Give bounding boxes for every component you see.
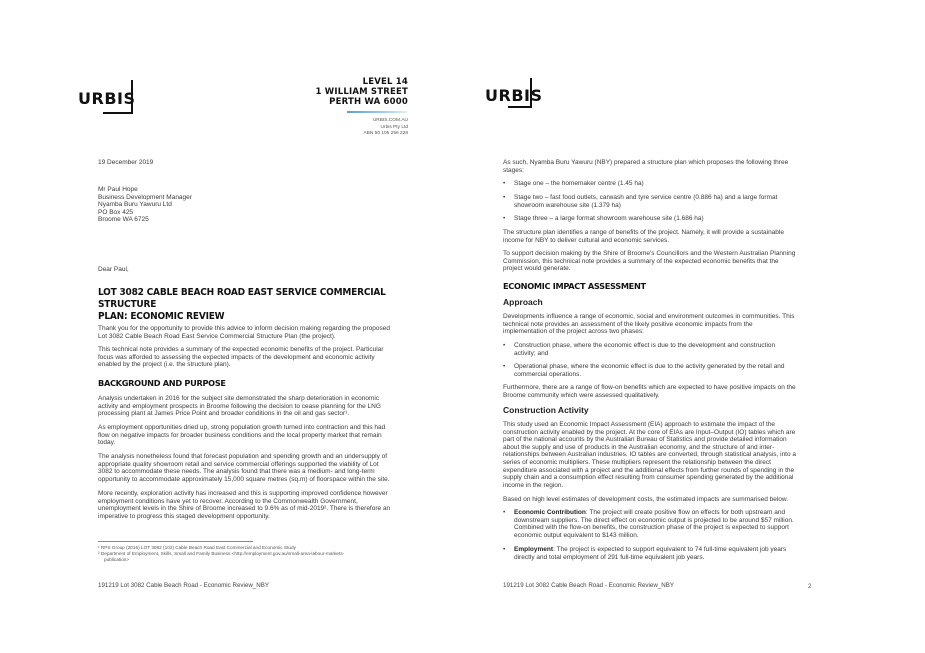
- paragraph-eia-method: This study used an Economic Impact Assessment (EIA) approach to estimate the impact of the construction activity enabled by the project. At the core of EIAs are Input–Output (IO) tables which are part of the national accounts by the Australian Bureau of Statistics and provide detailed information about the supply and use of products in the Australian economy, and the structure of and inter- relationships between Australian industries. IO tables are converted, through statistical analysis, into a series of economic multipliers. These multipliers represent the relationship between the direct expenditure associated with a project and the additional effects from further rounds of spending in the supply chain and a consumption effect resulting from consumer spending generated by the additional income in the region.: [503, 421, 797, 489]
- company-meta: URBIS.COM.AU Urbis Pty Ltd ABN 50 105 256 228: [363, 118, 408, 136]
- background-paragraph-4: More recently, exploration activity has increased and this is supporting improved confidence however employment conditions have yet to recover. According to the Commonwealth Government, unemployment levels in the Shire of Broome increased to 9.6% as of mid-2019². There is therefore an imperative to progress this staged development opportunity.: [98, 490, 391, 520]
- footnote-rule: [98, 541, 253, 542]
- paragraph-structure-plan: As such, Nyamba Buru Yawuru (NBY) prepared a structure plan which proposes the following three stages:: [503, 159, 789, 174]
- letter-page-2: [463, 0, 925, 653]
- urbis-logo: URBIS: [485, 86, 543, 105]
- paragraph-estimates: Based on high level estimates of development costs, the estimated impacts are summarised below.: [503, 496, 789, 503]
- list-item: • Economic Contribution: The project will create positive flow on effects for both upstream and downstream suppliers. The direct effect on economic output is projected to be around $57 million. Combined with the flow-on benefits, the construction phase of the project is expected to support economic output equivalent to $143 million.: [503, 509, 794, 539]
- list-item: • Stage three – a large format showroom warehouse site (1.686 ha): [503, 215, 704, 222]
- background-paragraph-2: As employment opportunities dried up, strong population growth turned into contraction and this had flow on negative impacts for broader business conditions and the local property market that remain today.: [98, 424, 386, 447]
- page-footer: 191219 Lot 3082 Cable Beach Road - Economic Review_NBY: [503, 582, 674, 589]
- paragraph-benefits: The structure plan identifies a range of benefits of the project. Namely, it will provide a sustainable income for NBY to deliver cultural and economic services.: [503, 229, 784, 244]
- letter-title: LOT 3082 CABLE BEACH ROAD EAST SERVICE COMMERCIAL STRUCTURE PLAN: ECONOMIC REVIEW: [98, 287, 386, 322]
- logo-bracket: [103, 80, 133, 114]
- list-item: • Employment: The project is expected to support equivalent to 74 full-time equivalent job years directly and total employment of 291 full-time equivalent job years.: [503, 546, 787, 561]
- footnotes: ¹ RPS Group (2016) LOT 3082 (102) Cable Beach Road East Commercial and Economic Study ² Department of Employment, Skills, Small and Family Business <http://employment.gov.au/small-area-labour-markets- publication>: [98, 545, 345, 562]
- list-item: • Stage two – fast food outlets, carwash and tyre service centre (0.886 ha) and a large format showroom warehouse site (1.379 ha): [503, 194, 778, 209]
- intro-paragraph-1: Thank you for the opportunity to provide this advice to inform decision making regarding the proposed Lot 3082 Cable Beach Road East Service Commercial Structure Plan (the project).: [98, 325, 390, 340]
- paragraph-decision-making: To support decision making by the Shire of Broome's Councillors and the Western Australian Planning Commission, this technical note provides a summary of the expected economic benefits that the project would generate.: [503, 250, 796, 273]
- paragraph-approach: Developments influence a range of economic, social and environment outcomes in communities. This technical note provides an assessment of the likely positive economic impacts from the implementation of the project across two phases:: [503, 313, 795, 336]
- background-paragraph-3: The analysis nonetheless found that forecast population and spending growth and an undersupply of appropriate quality showroom retail and service commercial offerings supported the viability of Lot 3082 to accommodate these needs. The analysis found that there was a medium- and long-term opportunity to accommodate approximately 15,000 square metres (sq.m) of floorspace within the site.: [98, 453, 390, 483]
- urbis-logo: URBIS: [78, 89, 136, 108]
- office-address: LEVEL 14 1 WILLIAM STREET PERTH WA 6000: [315, 77, 408, 107]
- logo-bracket: [508, 78, 532, 108]
- heading-background: BACKGROUND AND PURPOSE: [98, 378, 226, 388]
- list-item: • Stage one – the homemaker centre (1.45 ha): [503, 180, 644, 187]
- page-footer: 191219 Lot 3082 Cable Beach Road - Economic Review_NBY: [98, 582, 269, 589]
- salutation: Dear Paul,: [98, 266, 129, 273]
- heading-approach: Approach: [503, 297, 543, 307]
- heading-economic-impact: ECONOMIC IMPACT ASSESSMENT: [503, 281, 646, 291]
- page-number: 2: [808, 583, 812, 590]
- list-item: • Construction phase, where the economic effect is due to the development and construction activity; and: [503, 342, 776, 357]
- list-item: • Operational phase, where the economic effect is due to the activity generated by the retail and commercial operations.: [503, 363, 785, 378]
- letter-date: 19 December 2019: [98, 159, 154, 166]
- letter-page-1: [0, 0, 462, 653]
- heading-construction-activity: Construction Activity: [503, 405, 589, 415]
- address-rule: [347, 111, 407, 113]
- background-paragraph-1: Analysis undertaken in 2016 for the subject site demonstrated the sharp deterioration in economic activity and employment prospects in Broome following the decision to cease planning for the LNG processing plant at James Price Point and broader conditions in the oil and gas sector¹.: [98, 395, 381, 418]
- intro-paragraph-2: This technical note provides a summary of the expected economic benefits of the project. Particular focus was afforded to assessing the expected impacts of the development and economic activity enabled by the project (i.e. the structure plan).: [98, 346, 384, 369]
- recipient-block: Mr Paul Hope Business Development Manager Nyamba Buru Yawuru Ltd PO Box 425 Broome WA 6725: [98, 186, 192, 224]
- paragraph-flow-on: Furthermore, there are a range of flow-on benefits which are expected to have positive impacts on the Broome community which were assessed qualitatively.: [503, 384, 796, 399]
